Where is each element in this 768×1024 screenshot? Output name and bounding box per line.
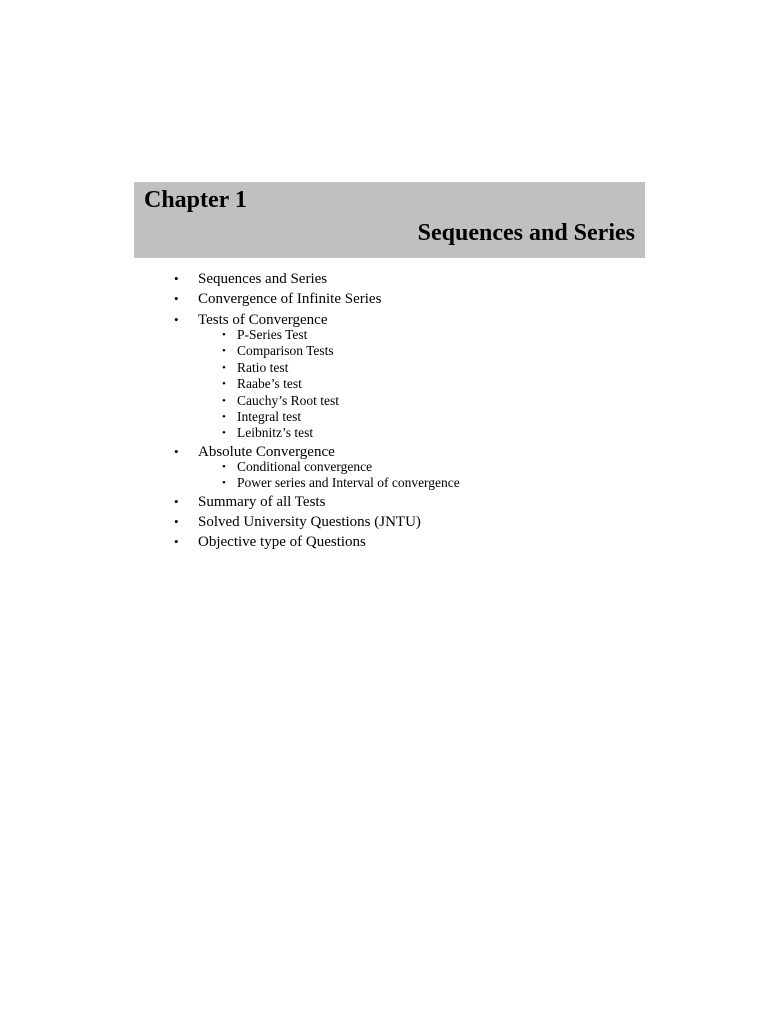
bullet-icon: • bbox=[174, 271, 179, 286]
sub-item-label: P-Series Test bbox=[237, 326, 308, 342]
sub-item-label: Comparison Tests bbox=[237, 343, 334, 359]
bullet-icon: • bbox=[222, 378, 226, 391]
sub-list-item bbox=[170, 425, 630, 441]
sub-list-item bbox=[170, 343, 630, 359]
chapter-title: Sequences and Series bbox=[417, 220, 635, 246]
bullet-icon: • bbox=[174, 534, 179, 550]
toc-item bbox=[170, 289, 630, 309]
sub-list bbox=[170, 459, 630, 492]
toc-item-label: Absolute Convergence bbox=[198, 443, 335, 460]
sub-item-label: Power series and Interval of convergence bbox=[237, 475, 460, 491]
sub-item-label: Cauchy’s Root test bbox=[237, 392, 339, 408]
bullet-icon: • bbox=[222, 361, 226, 374]
chapter-header bbox=[134, 182, 645, 258]
toc-item-label: Sequences and Series bbox=[198, 271, 328, 287]
toc-item-label: Objective type of Questions bbox=[198, 534, 366, 551]
bullet-icon: • bbox=[174, 311, 179, 327]
sub-item-label: Raabe’s test bbox=[237, 376, 302, 392]
toc-item bbox=[170, 492, 630, 512]
toc-item-label: Solved University Questions (JNTU) bbox=[198, 514, 421, 531]
bullet-icon: • bbox=[222, 427, 226, 440]
sub-item-label: Leibnitz’s test bbox=[237, 425, 314, 441]
sub-item-label: Ratio test bbox=[237, 359, 289, 375]
bullet-icon: • bbox=[174, 493, 179, 509]
bullet-icon: • bbox=[174, 443, 179, 459]
sub-list-item bbox=[170, 409, 630, 425]
bullet-icon: • bbox=[222, 345, 226, 358]
sub-list-item bbox=[170, 376, 630, 392]
toc-item-label: Summary of all Tests bbox=[198, 493, 326, 510]
table-of-contents bbox=[170, 269, 630, 553]
toc-item-label: Convergence of Infinite Series bbox=[198, 291, 382, 308]
bullet-icon: • bbox=[222, 394, 226, 407]
bullet-icon: • bbox=[222, 328, 226, 341]
chapter-number: Chapter 1 bbox=[144, 187, 247, 213]
toc-item bbox=[170, 512, 630, 532]
bullet-icon: • bbox=[222, 477, 226, 490]
sub-list bbox=[170, 327, 630, 442]
sub-item-label: Integral test bbox=[237, 408, 302, 424]
toc-item bbox=[170, 269, 630, 289]
sub-item-label: Conditional convergence bbox=[237, 459, 373, 475]
bullet-icon: • bbox=[222, 410, 226, 423]
sub-list-item bbox=[170, 360, 630, 376]
sub-list-item bbox=[170, 327, 630, 343]
toc-item bbox=[170, 532, 630, 552]
sub-list-item bbox=[170, 475, 630, 491]
sub-list-item bbox=[170, 393, 630, 409]
bullet-icon: • bbox=[222, 461, 226, 474]
bullet-icon: • bbox=[174, 291, 179, 307]
sub-list-item bbox=[170, 459, 630, 475]
bullet-icon: • bbox=[174, 514, 179, 530]
toc-item-label: Tests of Convergence bbox=[198, 311, 328, 328]
